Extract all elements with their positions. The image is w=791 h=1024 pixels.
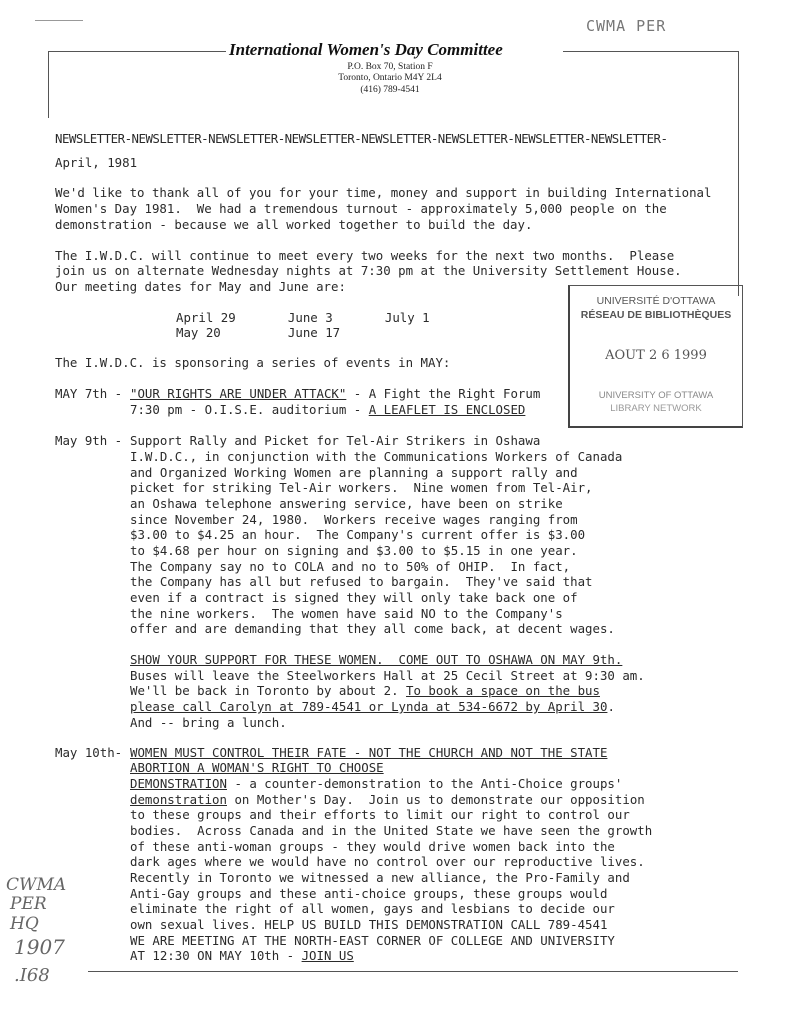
may9-body-4: an Oshawa telephone answering service, have been on strike: [130, 496, 563, 511]
may9-return-time: We'll be back in Toronto by about 2.: [130, 683, 407, 698]
may10-body-9: WE ARE MEETING AT THE NORTH-EAST CORNER OF COLLEGE AND UNIVERSITY: [130, 933, 615, 948]
may7-line-1: [130, 386, 540, 402]
may9-booking-note: To book a space on the bus: [406, 683, 600, 698]
may10-body-first: [130, 792, 645, 808]
may10-body-6: Anti-Gay groups and these anti-choice groups, these groups would: [130, 886, 608, 901]
may10-heading-1: WOMEN MUST CONTROL THEIR FATE - NOT THE CHURCH AND NOT THE STATE: [130, 745, 608, 760]
may10-body-2: bodies. Across Canada and in the United State we have seen the growth: [130, 823, 653, 838]
meeting-dates-row-1: April 29 June 3 July 1: [176, 310, 430, 325]
may9-body-5: since November 24, 1980. Workers receive wages ranging from: [130, 512, 578, 527]
newsletter-banner: NEWSLETTER-NEWSLETTER-NEWSLETTER-NEWSLETTER-NEWSLETTER-NEWSLETTER-NEWSLETTER-NEWSLETTER-: [55, 131, 668, 146]
stamp-university-fr: UNIVERSITÉ D'OTTAWA: [596, 295, 716, 307]
may9-heading: Support Rally and Picket for Tel-Air Strikers in Oshawa: [130, 433, 541, 448]
address-line-1: P.O. Box 70, Station F: [347, 62, 433, 72]
may10-body-1: to these groups and their efforts to limit our right to control our: [130, 807, 630, 822]
header-rule-left: [48, 51, 226, 52]
library-receiving-stamp: [568, 285, 743, 428]
may9-body-9: the Company has all but refused to bargain. They've said that: [130, 574, 593, 589]
may10-demonstration-word: DEMONSTRATION: [130, 776, 227, 791]
intro-line-3: demonstration - because we all worked together to build the day.: [55, 217, 533, 232]
may10-body-4: dark ages where we would have no control over our reproductive lives.: [130, 854, 645, 869]
may7-label: MAY 7th -: [55, 386, 123, 401]
may7-line-2: [130, 402, 525, 418]
archive-stamp: CWMA PER: [586, 17, 667, 35]
frame-right: [738, 51, 739, 296]
may10-body-last: [130, 948, 354, 964]
handwritten-note-2: PER: [10, 894, 47, 914]
may9-support-line-5: And -- bring a lunch.: [130, 715, 287, 730]
intro-line-1: We'd like to thank all of you for your time, money and support in building International: [55, 185, 712, 200]
header-rule-right: [563, 51, 738, 52]
may9-body-10: even if a contract is signed they will only take back one of: [130, 590, 578, 605]
may9-support-line-4: [130, 699, 615, 715]
may9-label: May 9th -: [55, 433, 123, 448]
may7-time-place: 7:30 pm - O.I.S.E. auditorium -: [130, 402, 369, 417]
may9-body-2: and Organized Working Women are planning a support rally and: [130, 465, 578, 480]
may9-body-12: offer and are demanding that they all come back, at decent wages.: [130, 621, 615, 636]
may10-join-us: JOIN US: [301, 948, 354, 963]
may9-body-1: I.W.D.C., in conjunction with the Communications Workers of Canada: [130, 449, 623, 464]
may10-body-3: of these anti-woman groups - they would drive women back into the: [130, 839, 615, 854]
may9-booking-end: .: [607, 699, 615, 714]
address-line-2: Toronto, Ontario M4Y 2L4: [338, 73, 442, 83]
pencil-mark: [35, 20, 83, 21]
meeting-dates-row-2: May 20 June 17: [176, 325, 341, 340]
may10-body-first-rest: on Mother's Day. Join us to demonstrate our opposition: [226, 792, 645, 807]
may10-demonstration-word-2: demonstration: [130, 792, 227, 807]
committee-title: International Women's Day Committee: [229, 40, 503, 59]
handwritten-note-1: CWMA: [6, 875, 67, 895]
may10-heading-2: ABORTION A WOMAN'S RIGHT TO CHOOSE: [130, 760, 384, 775]
may7-title: "OUR RIGHTS ARE UNDER ATTACK": [130, 386, 347, 401]
may10-meeting-time: AT 12:30 ON MAY 10th -: [130, 948, 302, 963]
may9-support-heading: SHOW YOUR SUPPORT FOR THESE WOMEN. COME OUT TO OSHAWA ON MAY 9th.: [130, 652, 623, 667]
may10-heading-3-rest: - a counter-demonstration to the Anti-Choice groups': [226, 776, 623, 791]
address-line-3: (416) 789-4541: [360, 85, 420, 95]
may9-booking-contacts: please call Carolyn at 789-4541 or Lynda at 534-6672 by April 30: [130, 699, 608, 714]
may9-body-3: picket for striking Tel-Air workers. Nine women from Tel-Air,: [130, 480, 593, 495]
may9-body-7: to $4.68 per hour on signing and $3.00 to $5.15 in one year.: [130, 543, 578, 558]
handwritten-note-3: HQ: [10, 914, 39, 934]
may9-body-11: the nine workers. The women have said NO to the Company's: [130, 606, 563, 621]
stamp-network-fr: RÉSEAU DE BIBLIOTHÈQUES: [580, 309, 732, 321]
meetings-line-1: The I.W.D.C. will continue to meet every two weeks for the next two months. Please: [55, 248, 675, 263]
stamp-network-en: LIBRARY NETWORK: [610, 403, 702, 414]
may10-label: May 10th-: [55, 745, 123, 760]
may9-support-line-2: Buses will leave the Steelworkers Hall at 25 Cecil Street at 9:30 am.: [130, 668, 645, 683]
may10-body-8: own sexual lives. HELP US BUILD THIS DEMONSTRATION CALL 789-4541: [130, 917, 608, 932]
issue-date: April, 1981: [55, 155, 138, 170]
handwritten-note-5: .I68: [14, 965, 50, 986]
events-intro: The I.W.D.C. is sponsoring a series of events in MAY:: [55, 355, 451, 370]
intro-line-2: Women's Day 1981. We had a tremendous turnout - approximately 5,000 people on the: [55, 201, 667, 216]
footer-rule: [88, 971, 738, 972]
may9-body-8: The Company say no to COLA and no to 50% of OHIP. In fact,: [130, 559, 571, 574]
meetings-line-2: join us on alternate Wednesday nights at 7:30 pm at the University Settlement House.: [55, 263, 682, 278]
may9-support-line-3: [130, 683, 600, 699]
handwritten-note-4: 1907: [14, 935, 65, 959]
may10-heading-3: [130, 776, 622, 792]
stamp-date: AOUT 2 6 1999: [605, 348, 707, 363]
may9-body-6: $3.00 to $4.25 an hour. The Company's current offer is $3.00: [130, 527, 586, 542]
stamp-university-en: UNIVERSITY OF OTTAWA: [598, 390, 714, 401]
may7-leaflet-note: A LEAFLET IS ENCLOSED: [368, 402, 526, 417]
frame-left: [48, 51, 49, 118]
may10-body-7: eliminate the right of all women, gays and lesbians to decide our: [130, 901, 615, 916]
may10-body-5: Recently in Toronto we witnessed a new alliance, the Pro-Family and: [130, 870, 630, 885]
may7-title-rest: - A Fight the Right Forum: [346, 386, 541, 401]
meetings-line-3: Our meeting dates for May and June are:: [55, 279, 346, 294]
